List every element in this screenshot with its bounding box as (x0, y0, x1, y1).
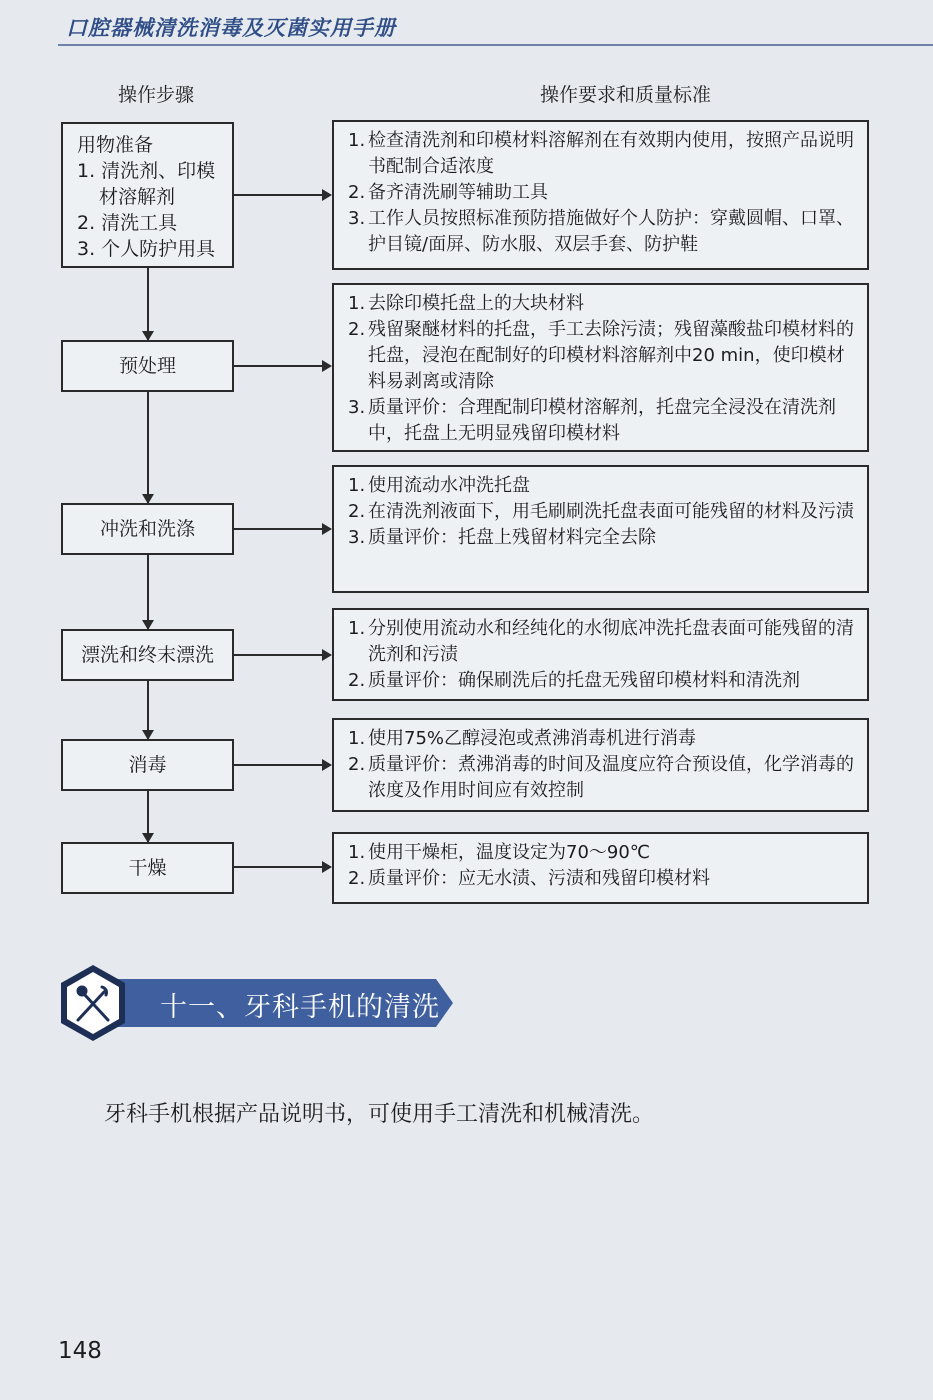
requirement-number: 2. (348, 754, 366, 775)
requirement-text: 备齐清洗刷等辅助工具 (368, 182, 548, 203)
requirement-box-final-rinse (332, 608, 869, 701)
requirement-number: 1. (348, 618, 366, 639)
arrow-down (147, 392, 149, 503)
requirement-box-pretreatment (332, 283, 869, 452)
requirement-item (348, 752, 855, 804)
arrow-down (147, 555, 149, 629)
requirement-number: 1. (348, 475, 366, 496)
requirement-item (348, 525, 855, 551)
requirement-number: 3. (348, 208, 366, 229)
step-title: 漂洗和终末漂洗 (80, 644, 214, 666)
requirement-item (348, 840, 855, 866)
requirement-text: 质量评价：合理配制印模材溶解剂，托盘完全浸没在清洗剂中，托盘上无明显残留印模材料 (368, 397, 836, 444)
requirement-number: 1. (348, 728, 366, 749)
header-rule (58, 44, 933, 46)
requirement-item (348, 726, 855, 752)
requirement-box-drying (332, 832, 869, 904)
requirement-text: 去除印模托盘上的大块材料 (368, 293, 584, 314)
requirement-number: 2. (348, 868, 366, 889)
requirement-item (348, 291, 855, 317)
section-title: 十一、牙科手机的清洗 (160, 992, 440, 1023)
step-box-preparation (61, 122, 234, 268)
requirement-number: 2. (348, 501, 366, 522)
requirement-number: 1. (348, 842, 366, 863)
arrow-right (234, 528, 322, 530)
arrow-right (234, 654, 322, 656)
requirement-box-disinfection (332, 718, 869, 812)
step-title: 用物准备 (77, 134, 154, 156)
requirement-box-rinse-wash (332, 465, 869, 593)
step-box-pretreatment (61, 340, 234, 392)
requirement-item (348, 499, 855, 525)
requirement-item (348, 180, 855, 206)
requirement-number: 2. (348, 319, 366, 340)
requirement-item (348, 866, 855, 892)
requirement-text: 质量评价：应无水渍、污渍和残留印模材料 (368, 868, 710, 889)
arrow-right (234, 866, 322, 868)
step-title: 预处理 (118, 355, 176, 377)
arrow-right (234, 365, 322, 367)
requirement-text: 分别使用流动水和经纯化的水彻底冲洗托盘表面可能残留的清洗剂和污渍 (368, 618, 854, 665)
step-item: 2. 清洗工具 (77, 212, 178, 234)
right-column-heading: 操作要求和质量标准 (540, 84, 712, 106)
requirement-item (348, 395, 855, 447)
requirement-item (348, 317, 855, 395)
step-title: 冲洗和洗涤 (99, 518, 195, 540)
arrow-right (234, 194, 322, 196)
arrow-down (147, 268, 149, 340)
arrow-down (147, 791, 149, 842)
requirement-number: 3. (348, 527, 366, 548)
requirement-item (348, 473, 855, 499)
requirement-item (348, 616, 855, 668)
requirement-number: 2. (348, 670, 366, 691)
step-box-drying (61, 842, 234, 894)
requirement-text: 使用75%乙醇浸泡或煮沸消毒机进行消毒 (368, 728, 697, 749)
book-title: 口腔器械清洗消毒及灭菌实用手册 (66, 15, 396, 40)
requirement-text: 检查清洗剂和印模材料溶解剂在有效期内使用，按照产品说明书配制合适浓度 (368, 130, 854, 177)
requirement-text: 质量评价：托盘上残留材料完全去除 (368, 527, 656, 548)
requirement-number: 3. (348, 397, 366, 418)
requirement-item (348, 206, 855, 258)
step-box-rinse-wash (61, 503, 234, 555)
step-item: 1. 清洗剂、印模 (77, 160, 216, 182)
requirement-number: 1. (348, 130, 366, 151)
body-paragraph: 牙科手机根据产品说明书，可使用手工清洗和机械清洗。 (104, 1102, 655, 1127)
requirement-text: 质量评价：确保刷洗后的托盘无残留印模材料和清洗剂 (368, 670, 800, 691)
requirement-text: 在清洗剂液面下，用毛刷刷洗托盘表面可能残留的材料及污渍 (368, 501, 854, 522)
requirement-number: 1. (348, 293, 366, 314)
step-title: 干燥 (128, 857, 167, 879)
requirement-text: 质量评价：煮沸消毒的时间及温度应符合预设值，化学消毒的浓度及作用时间应有效控制 (368, 754, 854, 801)
arrow-right (234, 764, 322, 766)
step-item: 3. 个人防护用具 (77, 238, 216, 260)
requirement-item (348, 128, 855, 180)
requirement-number: 2. (348, 182, 366, 203)
requirement-text: 使用流动水冲洗托盘 (368, 475, 530, 496)
left-column-heading: 操作步骤 (118, 84, 195, 106)
step-box-final-rinse (61, 629, 234, 681)
step-box-disinfection (61, 739, 234, 791)
requirement-item (348, 668, 855, 694)
requirement-text: 残留聚醚材料的托盘，手工去除污渍；残留藻酸盐印模材料的托盘，浸泡在配制好的印模材料溶解剂中20 min，使印模材料易剥离或清除 (368, 319, 854, 392)
requirement-box-preparation (332, 120, 869, 270)
step-title: 消毒 (128, 754, 167, 776)
page-number: 148 (58, 1338, 102, 1364)
requirement-text: 使用干燥柜，温度设定为70～90℃ (368, 842, 651, 863)
step-item: 材溶解剂 (99, 186, 176, 208)
arrow-down (147, 681, 149, 739)
requirement-text: 工作人员按照标准预防措施做好个人防护：穿戴圆帽、口罩、护目镜/面屏、防水服、双层手套、防护鞋 (368, 208, 854, 255)
